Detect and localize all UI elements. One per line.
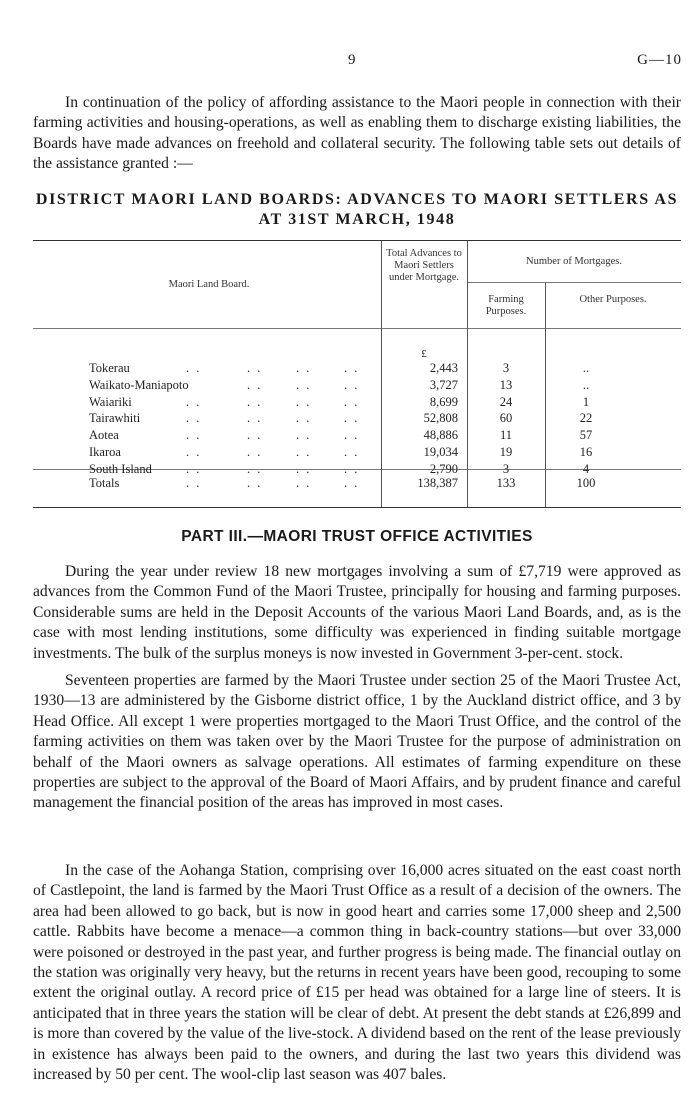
totals-farming: 133 xyxy=(496,476,516,490)
row-advances: 19,034 xyxy=(423,445,458,459)
leader-dots: . . xyxy=(186,445,202,459)
body-paragraph: Seventeen properties are farmed by the Maori Trustee under section 25 of the Maori Trustee Act, 1930—13 are administered by the Gisborne district office, 1 by the Auckland district office, and 3 by Head Office. All except 1 were properties mortgaged to the Maori Trust Office, and the control of the farming activities on them was taken over by the Maori Trustee for the purpose of administration on behalf of the Maori owners as salvage operations. All estimates of farming expenditure on these properties are subject to the approval of the Board of Maori Affairs, and by prudent finance and careful management the financial position of the areas has improved in most cases. xyxy=(33,672,681,812)
leader-dots: . . xyxy=(186,476,202,490)
leader-dots: . . xyxy=(247,445,263,459)
row-advances: 2,790 xyxy=(429,461,458,476)
col-other-header: Other Purposes. xyxy=(579,294,647,305)
leader-dots: . . xyxy=(247,428,263,443)
mortgages-subheader-rule xyxy=(467,282,681,283)
row-other: .. xyxy=(582,377,590,392)
leader-dots: . . xyxy=(247,394,263,409)
leader-dots: . . xyxy=(186,428,202,443)
leader-dots: . . xyxy=(344,428,360,443)
col-divider-1 xyxy=(381,241,382,507)
row-farming: 11 xyxy=(499,428,513,443)
col-mortgages-header: Number of Mortgages. xyxy=(526,256,622,267)
col-board-header: Maori Land Board. xyxy=(168,279,250,290)
body-paragraph: In the case of the Aohanga Station, comprising over 16,000 acres situated on the east coast north of Castlepoint, the land is farmed by the Maori Trust Office as a result of a decision of the owners. The area had been allowed to go back, but is now in good heart and carries some 17,000 sheep and 2,500 cattle. Rabbits have become a menace—a common thing in back-country stations—but over 33,000 were poisoned or destroyed in the past year, and further progress is being made. The financial outlay on the station was originally very heavy, but the returns in recent years have been good, recouping to some extent the original outlay. A record price of £15 per head was obtained for a large line of steers. It is anticipated that in three years the station will be clear of debt. At present the debt stands at £26,899 and is more than covered by the value of the live-stock. A dividend based on the rent of the lease previously in existence has always been paid to the owners, and during the last two years this dividend was increased by 50 per cent. The wool-clip last season was 407 bales. xyxy=(33,862,681,1084)
table-header-rule xyxy=(33,328,681,329)
leader-dots: . . xyxy=(186,461,202,476)
col-divider-2 xyxy=(467,241,468,507)
leader-dots: . . xyxy=(296,377,312,392)
row-board-name: Tokerau xyxy=(89,361,130,375)
row-other: 4 xyxy=(582,461,590,476)
leader-dots: . . xyxy=(247,361,263,375)
leader-dots: . . xyxy=(296,476,312,490)
currency-symbol: £ xyxy=(421,348,427,360)
row-farming: 3 xyxy=(502,361,510,375)
body-paragraph: During the year under review 18 new mortgages involving a sum of £7,719 were approved as advances from the Common Fund of the Maori Trustee, principally for housing and farming purposes. Considerable sums are held in the Deposit Accounts of the various Maori Land Boards, and, as is the case with most lending institutions, some difficulty was experienced in finding suitable mortgage investments. The bulk of the surplus moneys is now invested in Government 3-per-cent. stock. xyxy=(33,563,681,662)
leader-dots: . . xyxy=(247,476,263,490)
row-board-name: South Island xyxy=(89,461,152,476)
row-other: .. xyxy=(582,361,590,375)
row-other: 22 xyxy=(579,411,593,426)
leader-dots: . . xyxy=(344,476,360,490)
totals-advances: 138,387 xyxy=(417,476,458,490)
totals-other: 100 xyxy=(576,476,596,490)
table-top-rule xyxy=(33,240,681,241)
row-farming: 13 xyxy=(499,377,513,392)
table-title: DISTRICT MAORI LAND BOARDS: ADVANCES TO MAORI SETTLERS AS AT 31ST MARCH, 1948 xyxy=(35,191,679,228)
section-heading: PART III.—MAORI TRUST OFFICE ACTIVITIES xyxy=(181,528,533,545)
page-reference: G—10 xyxy=(637,52,682,68)
leader-dots: . . xyxy=(344,445,360,459)
row-board-name: Tairawhiti xyxy=(89,411,141,426)
row-farming: 60 xyxy=(499,411,513,426)
row-farming: 19 xyxy=(499,445,513,459)
table-bottom-rule xyxy=(33,507,681,508)
leader-dots: . . xyxy=(247,411,263,426)
leader-dots: . . xyxy=(296,411,312,426)
row-farming: 24 xyxy=(499,394,513,409)
leader-dots: . . xyxy=(296,361,312,375)
leader-dots: . . xyxy=(296,461,312,476)
totals-label: Totals xyxy=(89,476,120,490)
leader-dots: . . xyxy=(296,428,312,443)
row-board-name: Waiariki xyxy=(89,394,132,409)
intro-paragraph: In continuation of the policy of affording assistance to the Maori people in connection with their farming activities and housing-operations, as well as enabling them to discharge existing liabilities, the Boards have made advances on freehold and collateral security. The following table sets out details of the assistance granted :— xyxy=(33,94,681,173)
row-other: 57 xyxy=(579,428,593,443)
leader-dots: . . xyxy=(247,377,263,392)
row-advances: 8,699 xyxy=(429,394,458,409)
leader-dots: . . xyxy=(186,394,202,409)
leader-dots: . . xyxy=(344,377,360,392)
leader-dots: . . xyxy=(186,361,202,375)
row-board-name: Aotea xyxy=(89,428,119,443)
row-farming: 3 xyxy=(502,461,510,476)
row-advances: 3,727 xyxy=(429,377,458,392)
row-other: 1 xyxy=(582,394,590,409)
leader-dots: . . xyxy=(296,445,312,459)
leader-dots: . . xyxy=(344,461,360,476)
leader-dots: . . xyxy=(344,361,360,375)
row-advances: 52,808 xyxy=(423,411,458,426)
leader-dots: . . xyxy=(186,411,202,426)
row-advances: 2,443 xyxy=(429,361,458,375)
row-other: 16 xyxy=(579,445,593,459)
col-divider-3 xyxy=(545,283,546,507)
row-board-name: Ikaroa xyxy=(89,445,121,459)
col-farming-header: Farming Purposes. xyxy=(485,294,527,317)
leader-dots: . . xyxy=(344,411,360,426)
leader-dots: . . xyxy=(344,394,360,409)
leader-dots: . . xyxy=(296,394,312,409)
row-advances: 48,886 xyxy=(423,428,458,443)
page-number: 9 xyxy=(348,52,356,68)
row-board-name: Waikato-Maniapoto xyxy=(89,377,189,392)
col-advances-header: Total Advances to Maori Settlers under Mortgage. xyxy=(386,248,462,283)
leader-dots: . . xyxy=(247,461,263,476)
